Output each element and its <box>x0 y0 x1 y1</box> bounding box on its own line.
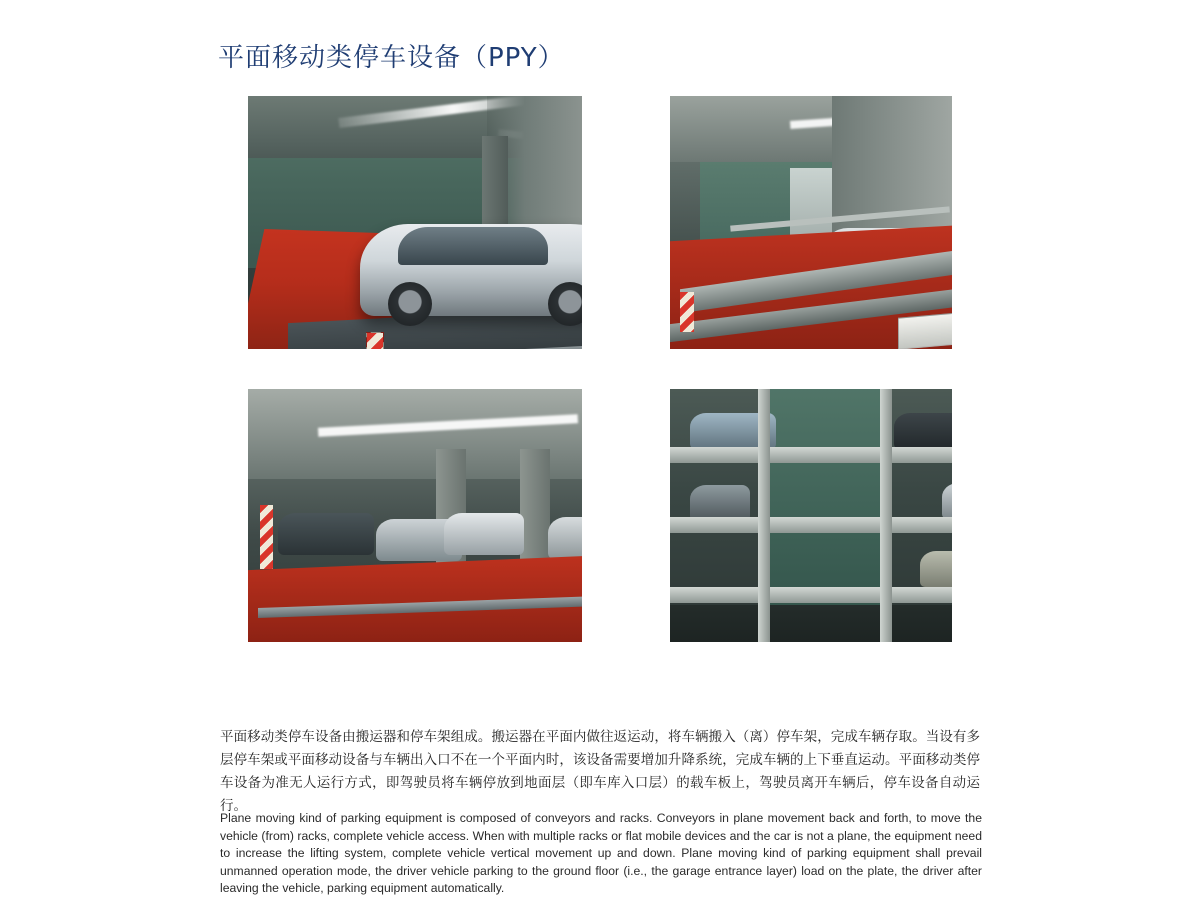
photo-3-scene <box>248 389 582 642</box>
photo-gallery <box>208 80 992 670</box>
parked-car <box>548 517 582 559</box>
control-cabinet <box>898 310 952 349</box>
photo-1-scene <box>248 96 582 349</box>
photo-conveyor-rack-hall <box>670 96 952 349</box>
caption-english: Plane moving kind of parking equipment is composed of conveyors and racks. Conveyors in plane movement back and forth, to move the vehicle (from) racks, complete vehicle access. When with multiple racks or flat mobile devices and the car is not a plane, the equipment need to increase the lifting system, complete vehicle vertical movement up and down. Plane moving kind of parking equipment shall prevail unmanned operation mode, the driver vehicle parking to the ground floor (i.e., the garage entrance layer) load on the plate, the driver after leaving the vehicle, parking equipment automatically. <box>220 811 982 896</box>
parked-car <box>278 513 374 555</box>
rack-deck-level-2 <box>670 517 952 533</box>
hazard-stripe-post <box>366 332 384 349</box>
hazard-stripe-post <box>260 505 273 569</box>
sedan-windows <box>398 227 548 265</box>
parked-car <box>920 551 952 587</box>
rack-post <box>758 389 770 642</box>
parked-car <box>444 513 524 555</box>
photo-parking-pallet-sedan <box>248 96 582 349</box>
parked-car <box>690 485 750 521</box>
rack-post <box>880 389 892 642</box>
photo-multi-bay-garage <box>248 389 582 642</box>
rack-deck-level-1 <box>670 447 952 463</box>
lower-level-shadow <box>670 605 952 642</box>
parked-car <box>894 413 952 449</box>
sedan-front-wheel <box>388 282 432 326</box>
photo-multi-level-rack <box>670 389 952 642</box>
page-title: 平面移动类停车设备（PPY） <box>218 43 565 74</box>
caption-chinese: 平面移动类停车设备由搬运器和停车架组成。搬运器在平面内做往返运动，将车辆搬入（离）停车架，完成车辆存取。当设有多层停车架或平面移动设备与车辆出入口不在一个平面内时，该设备需要增加升降系统，完成车辆的上下垂直运动。平面移动类停车设备为准无人运行方式，即驾驶员将车辆停放到地面层（即车库入口层）的载车板上，驾驶员离开车辆后，停车设备自动运行。 <box>220 728 980 814</box>
photo-2-scene <box>670 96 952 349</box>
photo-4-scene <box>670 389 952 642</box>
hazard-stripe-post <box>680 292 694 332</box>
rack-deck-level-3 <box>670 587 952 603</box>
